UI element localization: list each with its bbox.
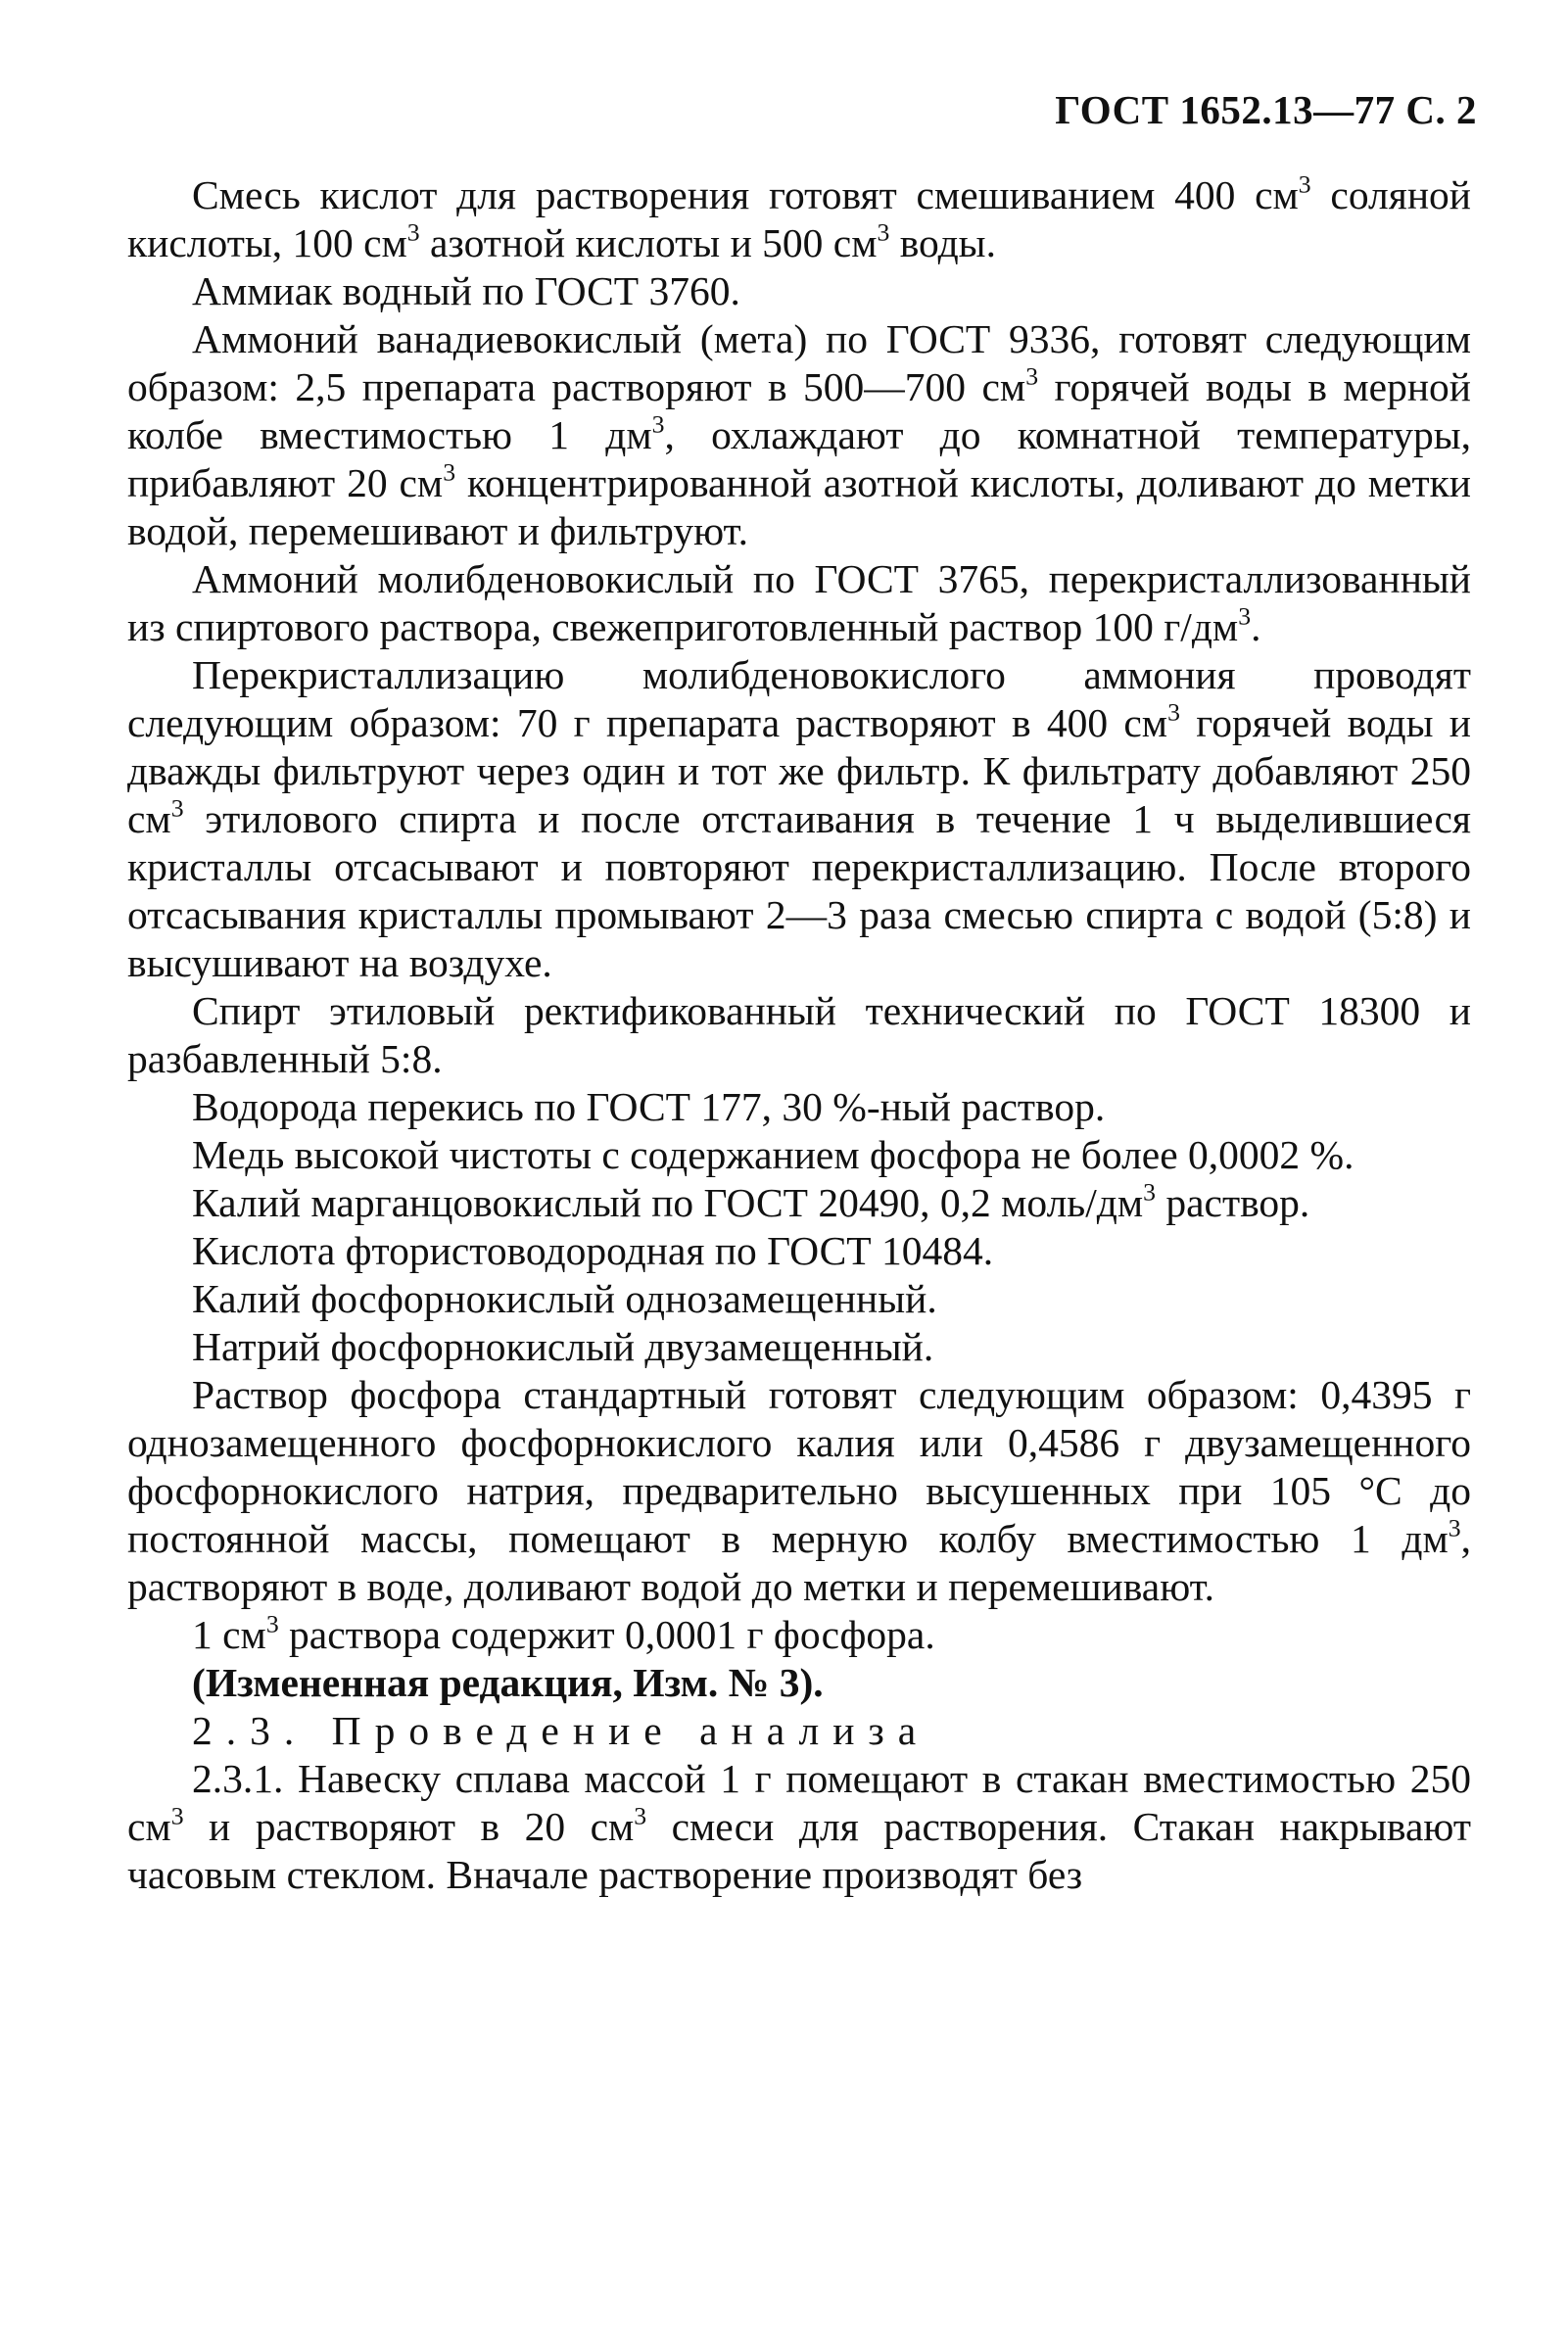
- paragraph-hydrogen-peroxide: Водорода перекись по ГОСТ 177, 30 %-ный раствор.: [192, 1084, 1106, 1129]
- paragraph-potassium-phosphate: Калий фосфорнокислый однозамещенный.: [192, 1276, 937, 1321]
- page-header: ГОСТ 1652.13—77 С. 2: [1055, 87, 1477, 132]
- document-body: [127, 171, 1471, 1899]
- paragraph-phosphorus-content: 1 $см^3$ раствора содержит 0,0001 г фосфора.: [192, 1609, 935, 1657]
- paragraph-potassium-permanganate: Калий марганцовокислый по ГОСТ 20490, 0,2 моль/$дм^3$ раствор.: [192, 1177, 1310, 1225]
- paragraph-analysis-step: 2.3.1. Навеску сплава массой 1 г помещают в стакан вместимостью 250 $см^3$ и растворяют в 20 $см^3$ смеси для растворения. Стакан накрывают часовым стеклом. Вначале растворение производят без: [127, 1756, 1471, 1897]
- amendment-note: (Измененная редакция, Изм. № 3).: [192, 1660, 824, 1705]
- paragraph-ethyl-alcohol: Спирт этиловый ректификованный технический по ГОСТ 18300 и разбавленный 5:8.: [127, 988, 1471, 1081]
- paragraph-acid-mixture: Смесь кислот для растворения готовят смешиванием 400 $см^3$ соляной кислоты, 100 $см^3$ азотной кислоты и 500 $см^3$ воды.: [127, 169, 1471, 265]
- paragraph-phosphorus-standard: Раствор фосфора стандартный готовят следующим образом: 0,4395 г однозамещенного фосфорнокислого калия или 0,4586 г двузамещенного фосфорнокислого натрия, предварительно высушенных при 105 °С до постоянной массы, помещают в мерную колбу вместимостью 1 $дм^3$, растворяют в воде, доливают водой до метки и перемешивают.: [127, 1372, 1471, 1609]
- paragraph-ammonia: Аммиак водный по ГОСТ 3760.: [192, 268, 740, 313]
- paragraph-hydrofluoric-acid: Кислота фтористоводородная по ГОСТ 10484.: [192, 1228, 994, 1273]
- paragraph-sodium-phosphate: Натрий фосфорнокислый двузамещенный.: [192, 1324, 934, 1369]
- section-heading: [127, 1707, 1471, 1755]
- paragraph-recrystallization: Перекристаллизацию молибденовокислого аммония проводят следующим образом: 70 г препарата растворяют в 400 $см^3$ горячей воды и дважды фильтруют через один и тот же фильтр. К фильтрату добавляют 250 $см^3$ этилового спирта и после отстаивания в течение 1 ч выделившиеся кристаллы отсасывают и повторяют перекристаллизацию. После второго отсасывания кристаллы промывают 2—3 раза смесью спирта с водой (5:8) и высушивают на воздухе.: [127, 652, 1471, 985]
- paragraph-ammonium-vanadate: Аммоний ванадиевокислый (мета) по ГОСТ 9336, готовят следующим образом: 2,5 препарата растворяют в 500—700 $см^3$ горячей воды в мерной колбе вместимостью 1 $дм^3$, охлаждают до комнатной температуры, прибавляют 20 $см^3$ концентрированной азотной кислоты, доливают до метки водой, перемешивают и фильтруют.: [127, 316, 1471, 553]
- section-heading-text: 2.3. Проведение анализа: [192, 1708, 930, 1753]
- paragraph-ammonium-molybdate: Аммоний молибденовокислый по ГОСТ 3765, перекристаллизованный из спиртового раствора, свежеприготовленный раствор 100 $г/дм^3$.: [127, 556, 1471, 649]
- paragraph-copper: Медь высокой чистоты с содержанием фосфора не более 0,0002 %.: [192, 1132, 1354, 1177]
